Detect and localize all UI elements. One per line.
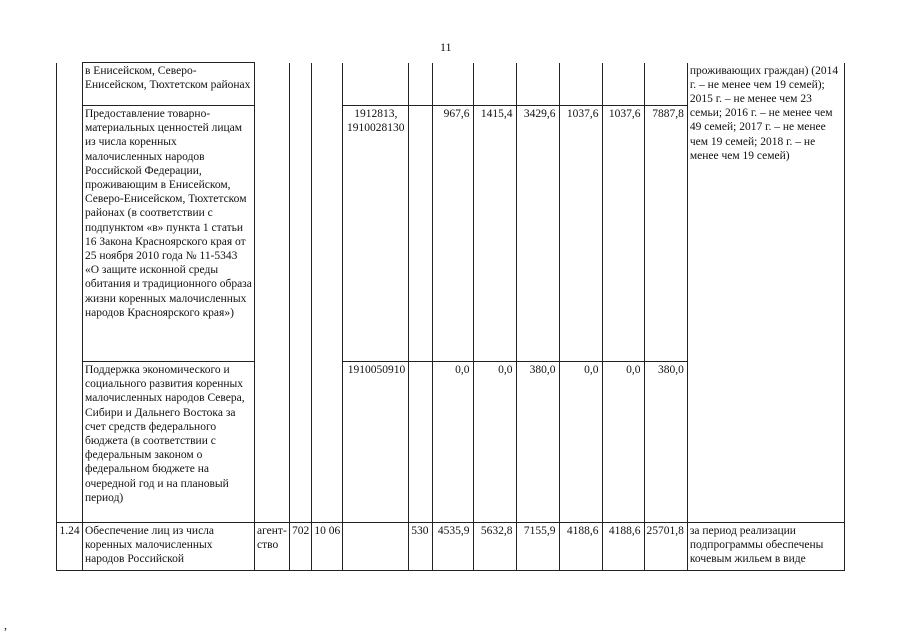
total-cell [644,63,687,106]
grbs-cell [255,106,290,362]
value-2017-cell: 1037,6 [559,106,602,362]
value-2015-cell: 5632,8 [473,523,516,571]
value-2017-cell: 0,0 [559,362,602,523]
row-number-cell [57,106,83,362]
value-2017-cell [559,63,602,106]
table-row [57,523,845,571]
csr-code-line: 1912813, [354,108,398,120]
rzpr-cell [312,362,343,523]
value-2016-cell: 7155,9 [516,523,559,571]
activity-name-cell: в Енисейском, Северо-Енисейском, Тюхтетском районах [83,63,255,106]
vr-cell: 530 [409,523,432,571]
value-2018-cell [602,63,644,106]
grbs-code-cell: 702 [290,523,312,571]
total-cell: 380,0 [644,362,687,523]
expected-result-cell: за период реализации подпрограммы обеспечены кочевым жильем в виде [687,523,844,571]
value-2015-cell: 0,0 [473,362,516,523]
value-2016-cell: 3429,6 [516,106,559,362]
value-2017-cell: 4188,6 [559,523,602,571]
total-cell: 7887,8 [644,106,687,362]
csr-cell [343,523,409,571]
grbs-cell: агент-ство [255,523,290,571]
table-row [57,63,845,106]
csr-code-line: 1910028130 [347,122,405,135]
value-2016-cell: 380,0 [516,362,559,523]
value-2014-cell: 967,6 [432,106,473,362]
rzpr-cell: 10 06 [312,523,343,571]
value-2014-cell [432,63,473,106]
grbs-code-cell [290,63,312,106]
value-2018-cell: 4188,6 [602,523,644,571]
value-2016-cell [516,63,559,106]
value-2014-cell: 4535,9 [432,523,473,571]
grbs-cell [255,63,290,106]
value-2015-cell [473,63,516,106]
total-cell: 25701,8 [644,523,687,571]
rzpr-cell [312,106,343,362]
rzpr-cell [312,63,343,106]
grbs-code-cell [290,362,312,523]
activity-name-cell: Поддержка экономического и социального развития коренных малочисленных народов Севера, Сибири и Дальнего Востока за счет средств федерального бюджета (в соответствии с федеральным законом о федеральном бюджете на очередной год и на плановый период) [83,362,255,523]
grbs-cell [255,362,290,523]
activity-name-cell: Предоставление товарно-материальных ценностей лицам из числа коренных малочисленных народов Российской Федерации, проживающим в Енисейском, Северо-Енисейском, Тюхтетском районах (в соответствии с подпунктом «в» пункта 1 статьи 16 Закона Красноярского края от 25 ноября 2010 года № 11-5343 «О защите исконной среды обитания и традиционного образа жизни коренных малочисленных народов Красноярского края») [83,106,255,362]
row-number-cell [57,362,83,523]
grbs-code-cell [290,106,312,362]
row-number-cell [57,63,83,106]
value-2014-cell: 0,0 [432,362,473,523]
page-number: 11 [440,40,452,54]
activity-name-cell: Обеспечение лиц из числа коренных малочисленных народов Российской [83,523,255,571]
vr-cell [409,106,432,362]
row-number-cell: 1.24 [57,523,83,571]
program-table [56,62,845,571]
csr-cell: 1910050910 [343,362,409,523]
vr-cell [409,362,432,523]
value-2015-cell: 1415,4 [473,106,516,362]
expected-result-cell: проживающих граждан) (2014 г. – не менее чем 19 семей); 2015 г. – не менее чем 23 семьи; 2016 г. – не менее чем 49 семей; 2017 г. – не менее чем 19 семей; 2018 г. – не менее чем 19 семей) [687,63,844,523]
value-2018-cell: 0,0 [602,362,644,523]
csr-cell [343,106,409,362]
scan-mark: , [4,618,7,632]
value-2018-cell: 1037,6 [602,106,644,362]
vr-cell [409,63,432,106]
csr-cell [343,63,409,106]
